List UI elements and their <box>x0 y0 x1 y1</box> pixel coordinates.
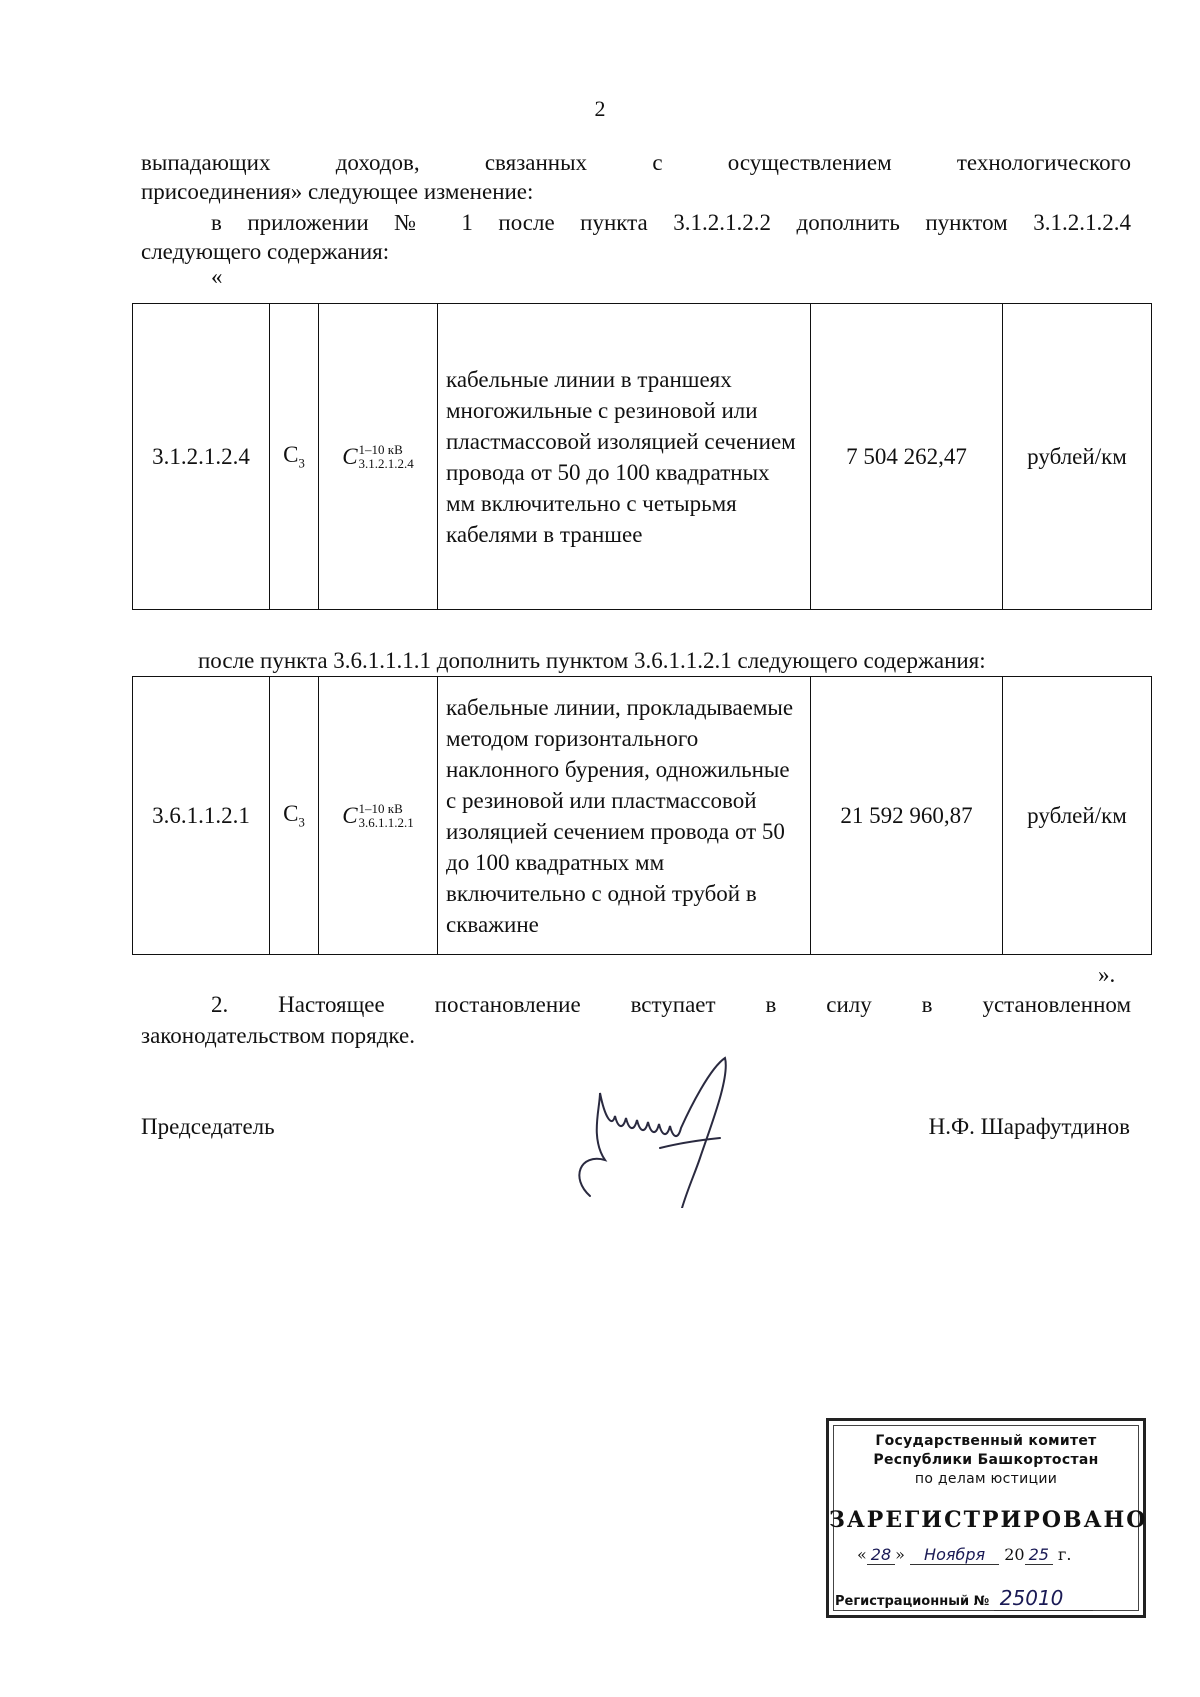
item-code: 3.6.1.1.2.1 <box>133 677 270 955</box>
rate-value: 21 592 960,87 <box>811 677 1003 955</box>
category-cell <box>270 304 319 610</box>
clause-2-line-2: законодательством порядке. <box>141 1023 415 1048</box>
rate-unit: рублей/км <box>1003 677 1152 955</box>
page-number: 2 <box>594 96 606 121</box>
handwritten-signature <box>560 1048 750 1208</box>
stamp-reg-label: Регистрационный № <box>835 1594 990 1609</box>
rate-symbol-superscript: 1–10 кВ <box>358 441 403 457</box>
category-letter: С <box>283 441 299 467</box>
clause-2-line-1: 2. Настоящее постановление вступает в силу в установленном <box>211 992 1131 1017</box>
stamp-line-3: по делам юстиции <box>914 1471 1058 1487</box>
rate-symbol-subscript: 3.6.1.1.2.1 <box>358 814 414 830</box>
intro-line-2: присоединения» следующее изменение: <box>141 179 534 204</box>
item-description: кабельные линии, прокладываемые методом горизонтального наклонного бурения, одножильные с резиновой или пластмассовой изоляцией сечением провода от 50 до 100 квадратных мм включительно с одной трубой в скважине <box>438 677 811 955</box>
intro-line-1: выпадающих доходов, связанных с осуществлением технологического <box>141 150 1131 175</box>
tariff-table-1 <box>132 303 1152 610</box>
signatory-name: Н.Ф. Шарафутдинов <box>928 1114 1130 1139</box>
rate-value: 7 504 262,47 <box>811 304 1003 610</box>
category-letter: С <box>283 800 299 826</box>
symbol-cell <box>319 677 438 955</box>
close-quote: ». <box>1098 962 1116 987</box>
category-subscript: 3 <box>298 455 305 471</box>
stamp-reg-number: 25010 <box>994 1586 1094 1611</box>
category-subscript: 3 <box>298 814 305 830</box>
stamp-registered: ЗАРЕГИСТРИРОВАНО <box>829 1507 1148 1533</box>
stamp-line-2: Республики Башкортостан <box>873 1452 1099 1468</box>
mid-line: после пункта 3.6.1.1.1.1 дополнить пунктом 3.6.1.1.2.1 следующего содержания: <box>198 648 986 673</box>
stamp-year-suffix: 25 <box>1025 1545 1053 1565</box>
stamp-year-prefix: 20 <box>1004 1545 1025 1564</box>
category-cell <box>270 677 319 955</box>
open-quote: « <box>211 264 223 289</box>
table-row <box>133 304 1152 610</box>
registration-stamp <box>826 1418 1146 1618</box>
tariff-table-2 <box>132 676 1152 955</box>
rate-unit: рублей/км <box>1003 304 1152 610</box>
intro-line-3: в приложении № 1 после пункта 3.1.2.1.2.2 дополнить пунктом 3.1.2.1.2.4 <box>211 210 1131 235</box>
item-code: 3.1.2.1.2.4 <box>133 304 270 610</box>
rate-symbol: C <box>342 802 358 828</box>
table-row <box>133 677 1152 955</box>
rate-symbol-subscript: 3.1.2.1.2.4 <box>358 455 414 471</box>
rate-symbol: C <box>342 443 358 469</box>
stamp-day: 28 <box>867 1545 895 1565</box>
intro-line-4: следующего содержания: <box>141 239 390 264</box>
symbol-cell <box>319 304 438 610</box>
stamp-month: Ноября <box>910 1545 999 1565</box>
signatory-title: Председатель <box>141 1114 275 1139</box>
stamp-reg-row <box>835 1586 1093 1610</box>
stamp-line-1: Государственный комитет <box>875 1433 1097 1449</box>
rate-symbol-superscript: 1–10 кВ <box>358 800 403 816</box>
stamp-date: « 28 » Ноября 20 25 г. <box>857 1545 1072 1564</box>
item-description: кабельные линии в траншеях многожильные с резиновой или пластмассовой изоляцией сечением провода от 50 до 100 квадратных мм включительно с четырьмя кабелями в траншее <box>438 304 811 610</box>
stamp-year-unit: г. <box>1058 1545 1072 1564</box>
